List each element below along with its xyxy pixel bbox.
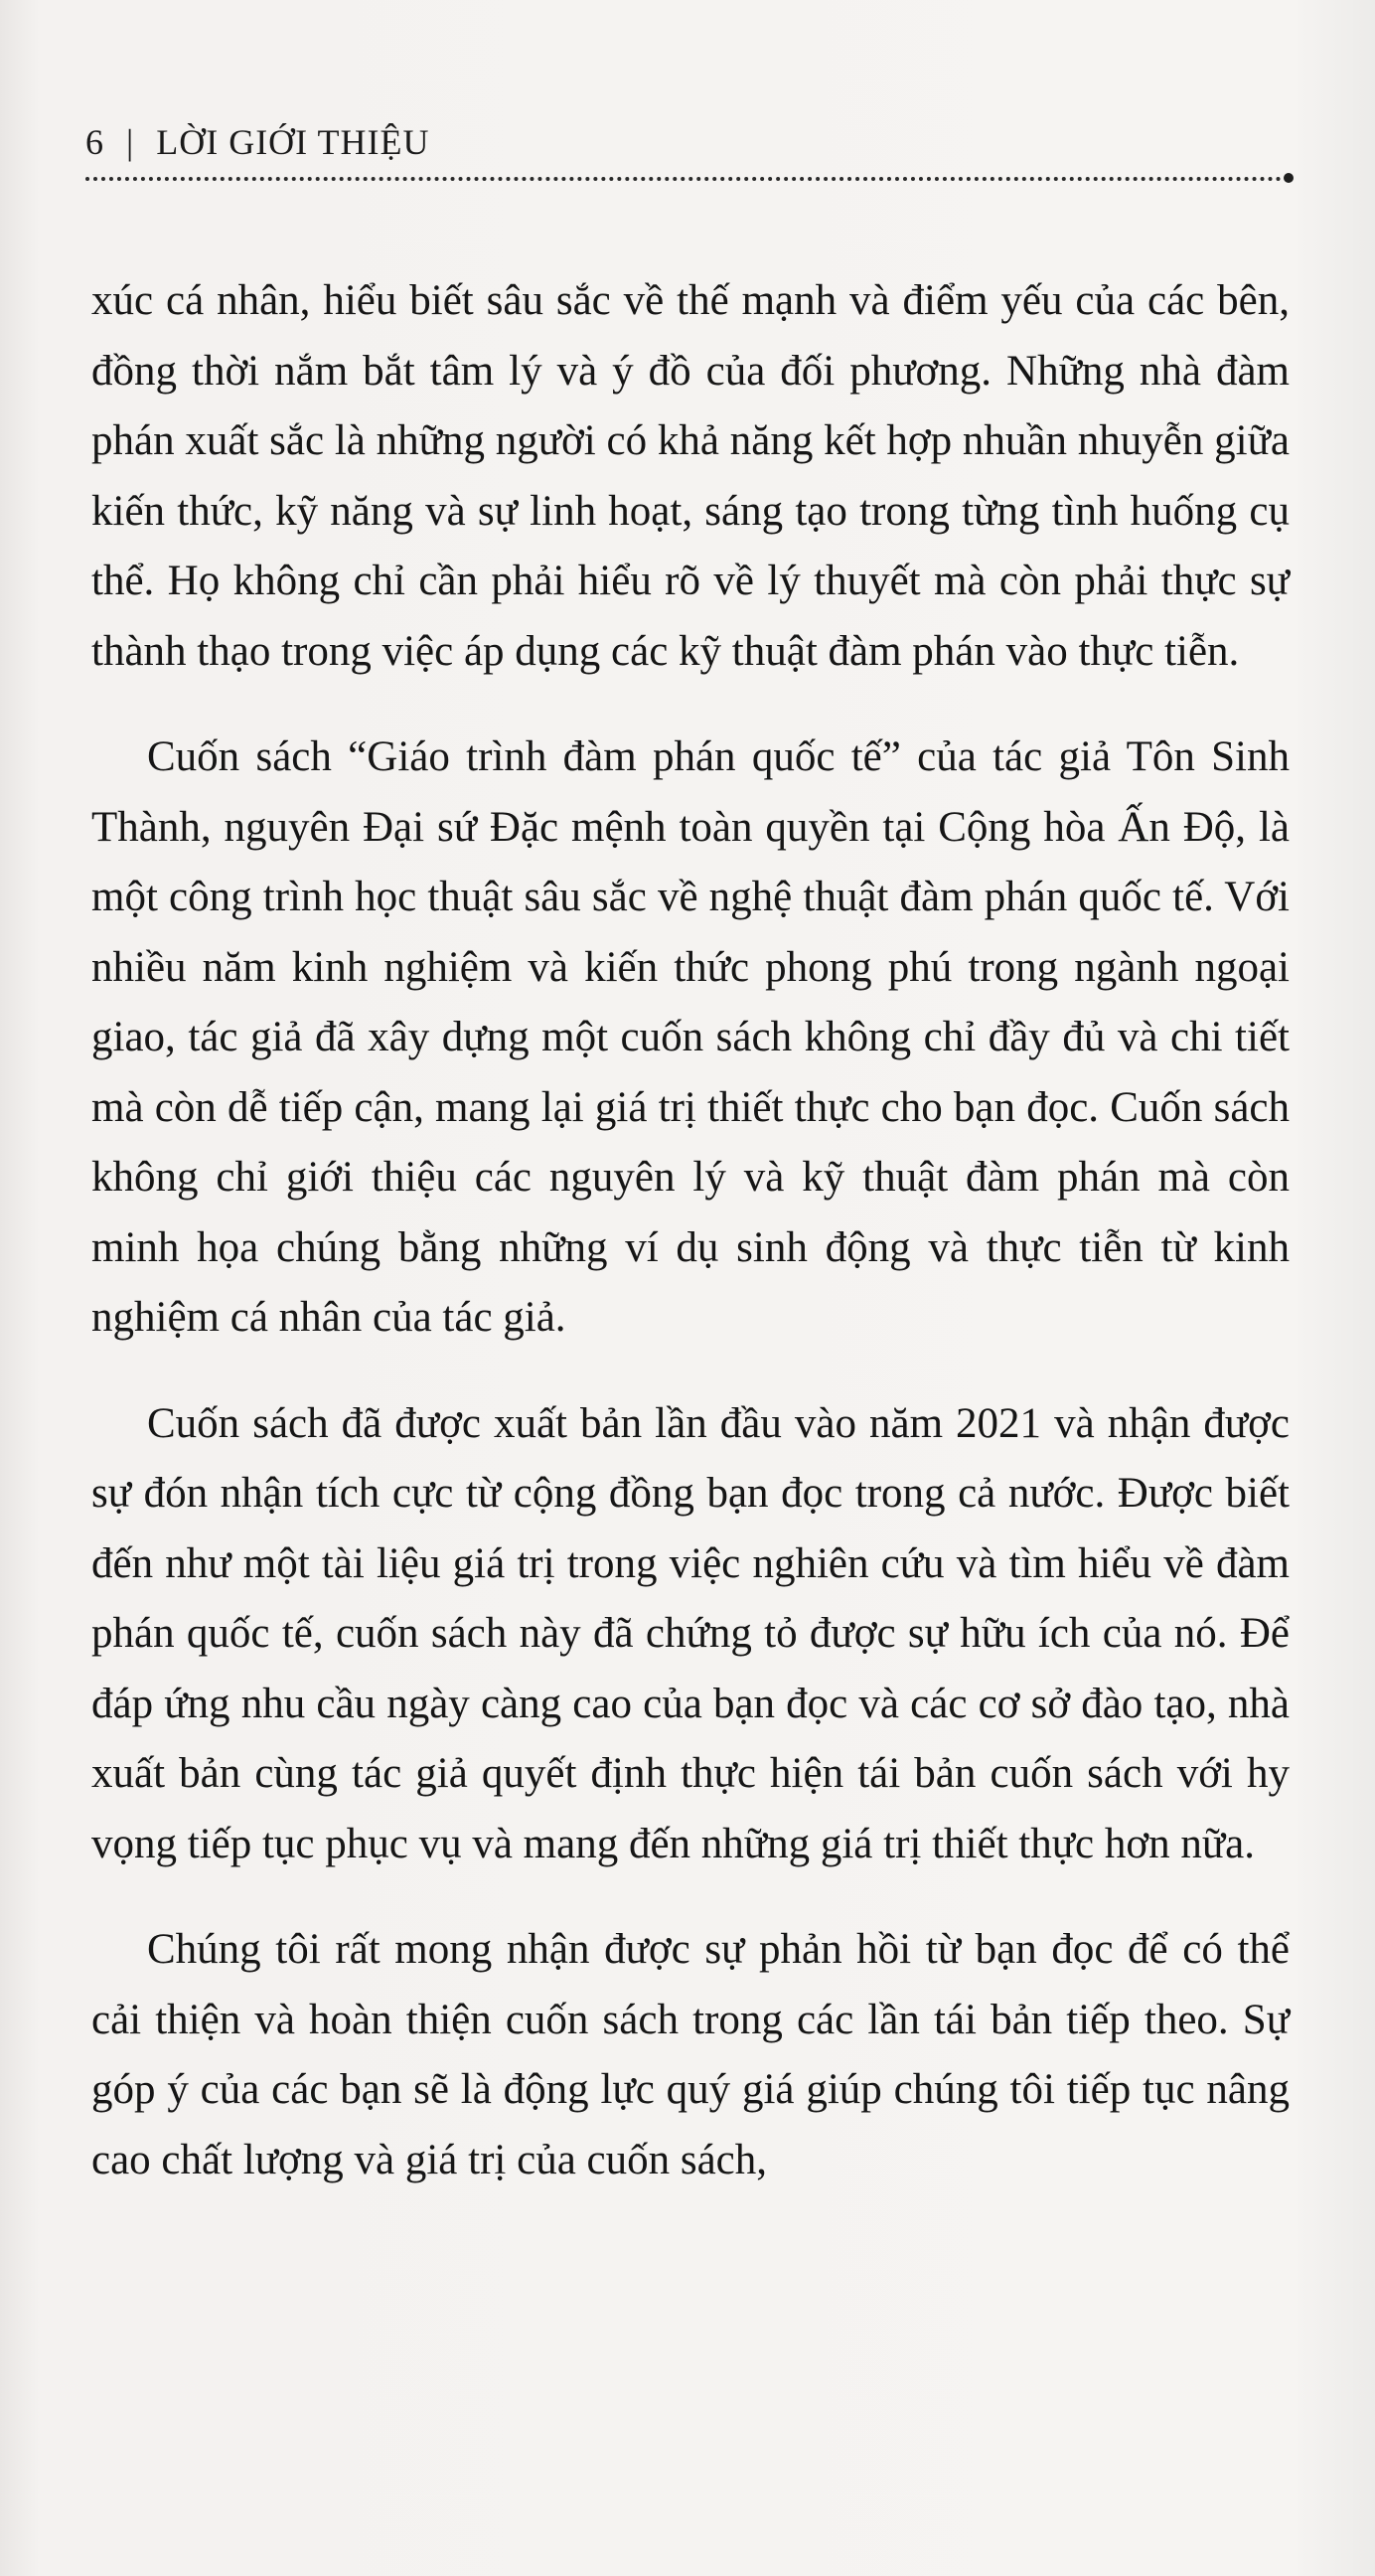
rule-end-dot (1284, 173, 1294, 183)
body-text (91, 266, 1290, 2231)
paragraph-3: Cuốn sách đã được xuất bản lần đầu vào năm 2021 và nhận được sự đón nhận tích cực từ cộng đồng bạn đọc trong cả nước. Được biết đến như một tài liệu giá trị trong việc nghiên cứu và tìm hiểu về đàm phán quốc tế, cuốn sách này đã chứng tỏ được sự hữu ích của nó. Để đáp ứng nhu cầu ngày càng cao của bạn đọc và các cơ sở đào tạo, nhà xuất bản cùng tác giả quyết định thực hiện tái bản cuốn sách với hy vọng tiếp tục phục vụ và mang đến những giá trị thiết thực hơn nữa. (91, 1399, 1290, 1867)
section-title: LỜI GIỚI THIỆU (156, 122, 430, 162)
paragraph-1: xúc cá nhân, hiểu biết sâu sắc về thế mạnh và điểm yếu của các bên, đồng thời nắm bắt tâm lý và ý đồ của đối phương. Những nhà đàm phán xuất sắc là những người có khả năng kết hợp nhuần nhuyễn giữa kiến thức, kỹ năng và sự linh hoạt, sáng tạo trong từng tình huống cụ thể. Họ không chỉ cần phải hiểu rõ về lý thuyết mà còn phải thực sự thành thạo trong việc áp dụng các kỹ thuật đàm phán vào thực tiễn. (91, 277, 1290, 675)
header-dotted-rule (85, 177, 1290, 181)
paragraph-4: Chúng tôi rất mong nhận được sự phản hồi từ bạn đọc để có thể cải thiện và hoàn thiện cuốn sách trong các lần tái bản tiếp theo. Sự góp ý của các bạn sẽ là động lực quý giá giúp chúng tôi tiếp tục nâng cao chất lượng và giá trị của cuốn sách, (91, 1926, 1290, 2183)
paragraph-2: Cuốn sách “Giáo trình đàm phán quốc tế” của tác giả Tôn Sinh Thành, nguyên Đại sứ Đặc mệnh toàn quyền tại Cộng hòa Ấn Độ, là một công trình học thuật sâu sắc về nghệ thuật đàm phán quốc tế. Với nhiều năm kinh nghiệm và kiến thức phong phú trong ngành ngoại giao, tác giả đã xây dựng một cuốn sách không chỉ đầy đủ và chi tiết mà còn dễ tiếp cận, mang lại giá trị thiết thực cho bạn đọc. Cuốn sách không chỉ giới thiệu các nguyên lý và kỹ thuật đàm phán mà còn minh họa chúng bằng những ví dụ sinh động và thực tiễn từ kinh nghiệm cá nhân của tác giả. (91, 733, 1290, 1341)
running-header (85, 117, 429, 167)
page-number: 6 (85, 122, 104, 162)
header-separator: | (126, 122, 135, 162)
